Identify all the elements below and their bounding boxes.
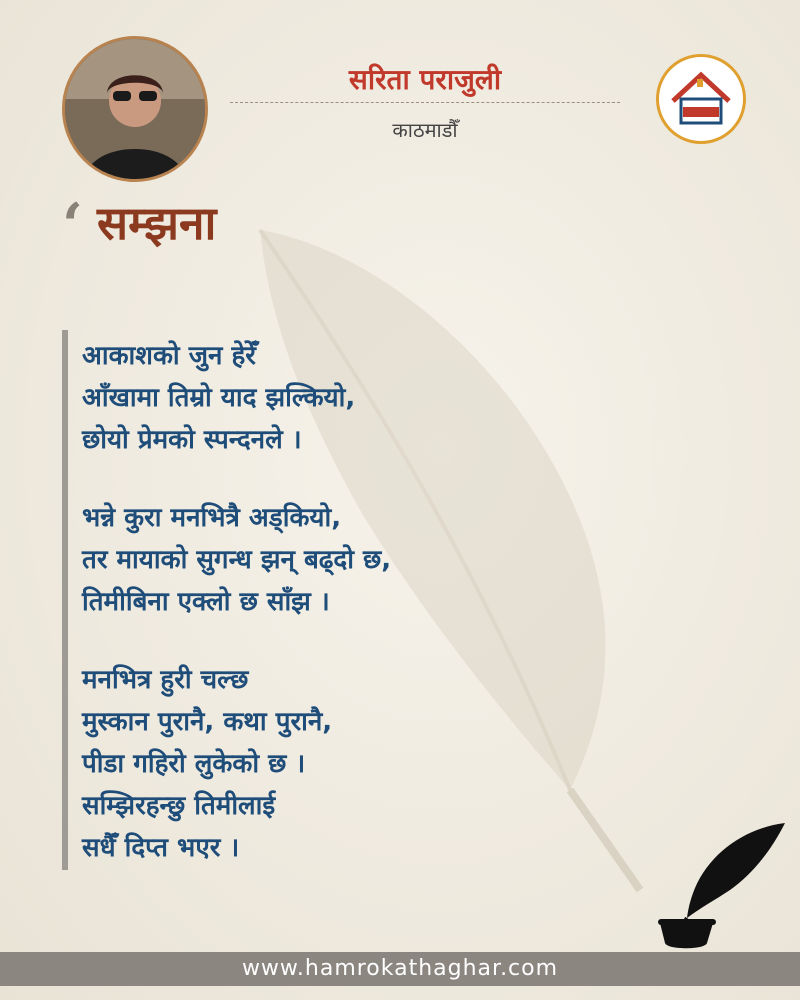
house-logo-icon	[656, 54, 746, 144]
quote-mark-icon: ‘	[62, 191, 83, 261]
poem-line: सम्झिरहन्छु तिमीलाई	[82, 791, 276, 821]
footer-bar	[0, 952, 800, 986]
poem-line: तिमीबिना एक्लो छ साँझ ।	[82, 587, 330, 617]
author-avatar	[62, 36, 208, 182]
poem-line: मनभित्र हुरी चल्छ	[82, 665, 249, 695]
poem-line: भन्ने कुरा मनभित्रै अड्कियो,	[82, 503, 342, 533]
stanza-1	[82, 335, 642, 461]
stanza-2	[82, 497, 642, 623]
poem-title: सम्झना	[97, 196, 217, 250]
author-name: सरिता पराजुली	[348, 63, 502, 96]
poem-line: आकाशको जुन हेरेँ	[82, 341, 256, 371]
poem-line: पीडा गहिरो लुकेको छ ।	[82, 749, 306, 779]
poem-line: सधैँ दिप्त भएर ।	[82, 833, 240, 863]
poem-line: छोयो प्रेमको स्पन्दनले ।	[82, 425, 302, 455]
author-city: काठमाडौँ	[392, 118, 458, 142]
footer-url: www.hamrokathaghar.com	[241, 956, 559, 981]
poem-side-bar	[62, 330, 68, 870]
poem-line: आँखामा तिम्रो याद झल्कियो,	[82, 383, 356, 413]
header-divider	[230, 102, 620, 103]
quill-inkwell-icon	[655, 818, 795, 953]
poem-body	[82, 335, 642, 905]
poem-line: मुस्कान पुरानै, कथा पुरानै,	[82, 707, 333, 737]
stanza-3	[82, 659, 642, 869]
poem-line: तर मायाको सुगन्ध झन् बढ्दो छ,	[82, 545, 392, 575]
